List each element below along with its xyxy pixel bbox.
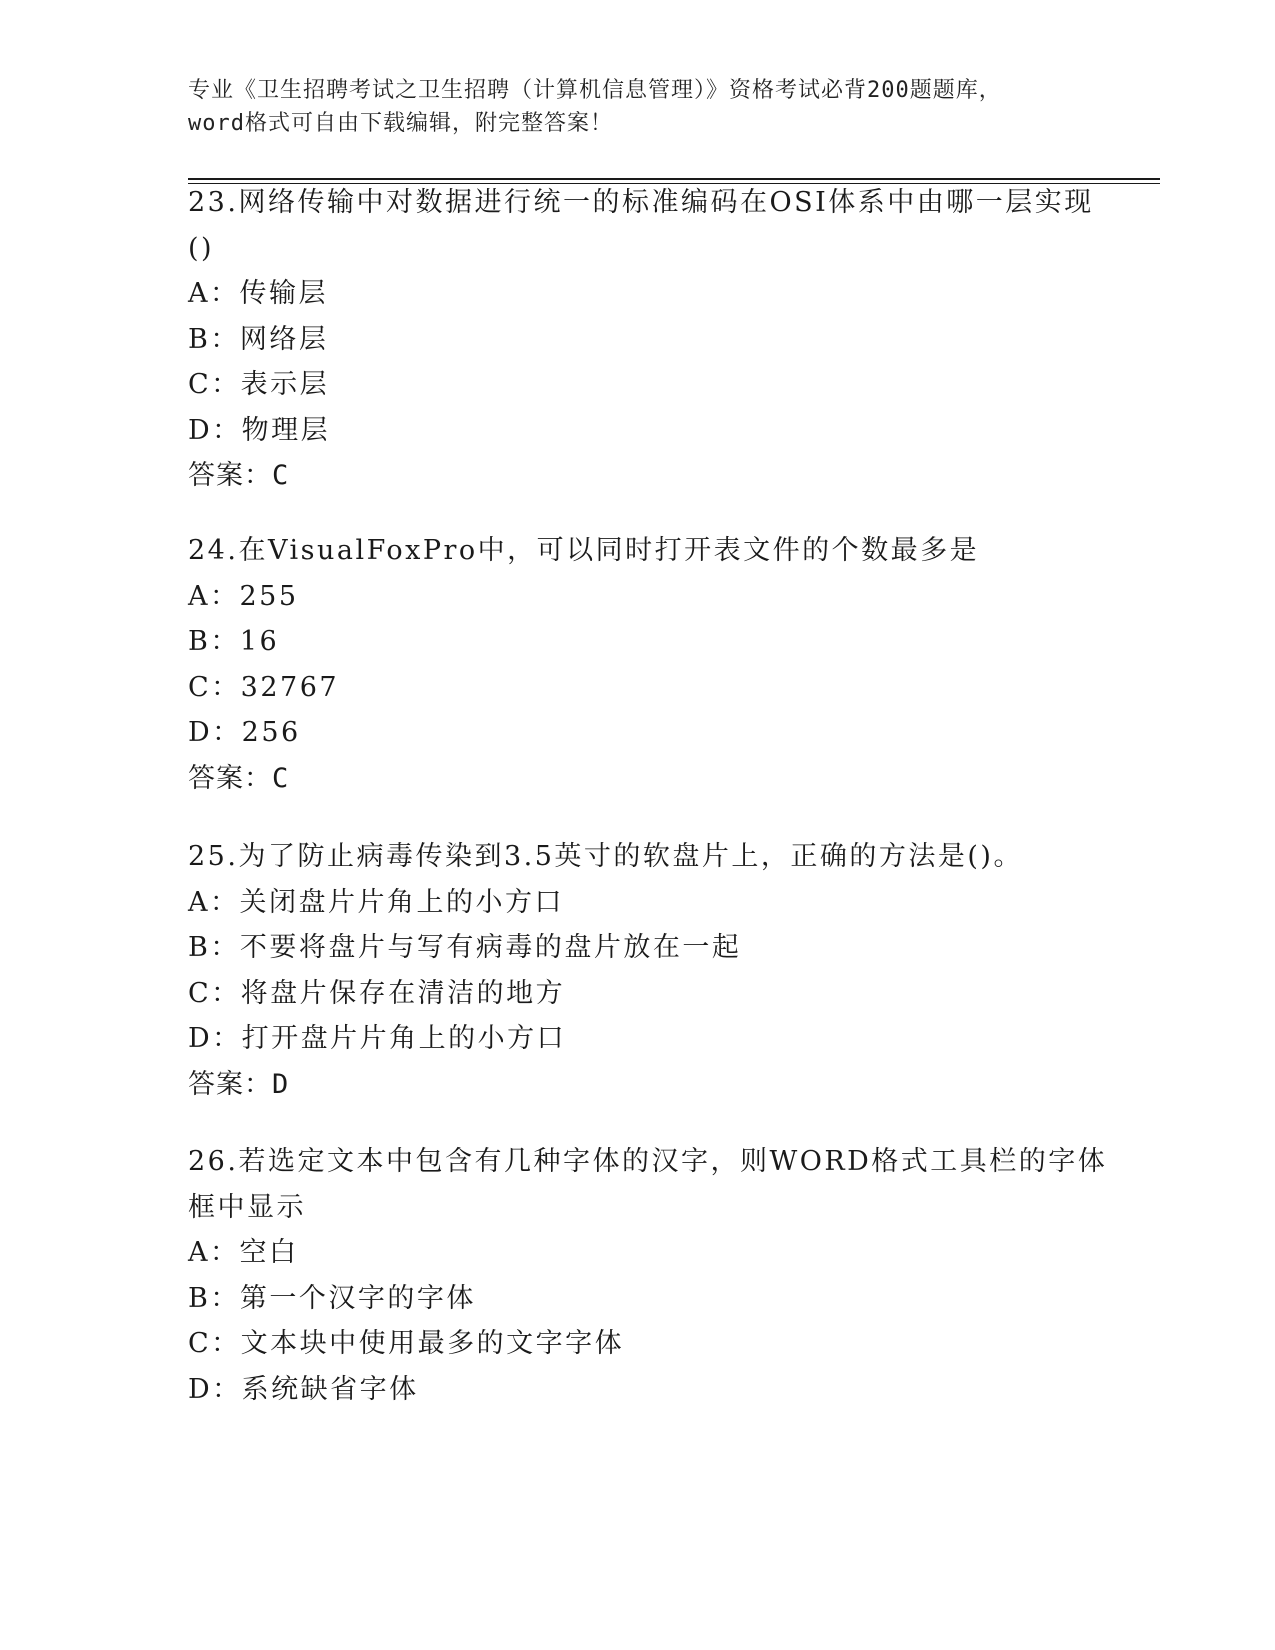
- option-text: 32767: [240, 671, 340, 703]
- answer-line: [188, 453, 1108, 499]
- option-a: [188, 574, 1108, 620]
- answer-value: D: [272, 1068, 290, 1100]
- option-key: C：: [188, 977, 241, 1009]
- answer-line: [188, 756, 1108, 802]
- option-key: C：: [188, 369, 241, 400]
- option-key: A：: [188, 886, 240, 918]
- question-stem-line: 框中显示: [188, 1191, 306, 1223]
- option-text: 空白: [239, 1237, 299, 1268]
- option-key: D：: [188, 717, 242, 748]
- question-23: [188, 180, 1108, 499]
- option-key: D：: [188, 1373, 242, 1405]
- answer-line: [188, 1062, 1108, 1108]
- option-b: [188, 925, 1108, 971]
- option-b: [188, 317, 1108, 363]
- option-text: 传输层: [239, 278, 328, 309]
- option-a: [188, 271, 1108, 317]
- answer-label: 答案：: [188, 460, 272, 491]
- question-stem-line: 23.网络传输中对数据进行统一的标准编码在OSI体系中由哪一层实现: [188, 187, 1094, 218]
- option-text: 256: [241, 717, 301, 748]
- document-header: [188, 74, 1088, 140]
- option-d: [188, 1367, 1108, 1413]
- option-key: B：: [188, 932, 240, 963]
- option-c: [188, 362, 1108, 408]
- question-stem-line: 24.在VisualFoxPro中，可以同时打开表文件的个数最多是: [188, 535, 980, 566]
- option-text: 255: [239, 580, 299, 612]
- option-text: 不要将盘片与写有病毒的盘片放在一起: [239, 932, 742, 963]
- option-c: [188, 1321, 1108, 1367]
- answer-value: C: [272, 460, 290, 491]
- question-24: [188, 528, 1108, 801]
- question-stem-line: (): [188, 232, 215, 264]
- option-key: D：: [188, 414, 242, 446]
- option-text: 关闭盘片片角上的小方口: [239, 886, 564, 918]
- option-d: [188, 710, 1108, 756]
- option-text: 16: [239, 626, 280, 657]
- option-d: [188, 408, 1108, 454]
- header-line-2: word格式可自由下载编辑，附完整答案！: [188, 111, 613, 136]
- option-c: [188, 665, 1108, 711]
- option-b: [188, 1276, 1108, 1322]
- option-d: [188, 1016, 1108, 1062]
- question-stem-line: 26.若选定文本中包含有几种字体的汉字，则WORD格式工具栏的字体: [188, 1146, 1108, 1177]
- option-a: [188, 1230, 1108, 1276]
- option-text: 将盘片保存在清洁的地方: [240, 977, 566, 1009]
- header-line-1: 专业《卫生招聘考试之卫生招聘（计算机信息管理）》资格考试必背200题题库，: [188, 78, 1002, 103]
- option-key: B：: [188, 323, 240, 355]
- option-key: A：: [188, 1237, 240, 1268]
- answer-value: C: [272, 762, 290, 794]
- option-text: 网络层: [239, 323, 329, 355]
- option-text: 表示层: [240, 369, 330, 400]
- question-26: [188, 1139, 1108, 1412]
- answer-label: 答案：: [188, 1068, 272, 1100]
- option-key: C：: [188, 671, 241, 703]
- option-key: A：: [188, 278, 240, 309]
- option-c: [188, 971, 1108, 1017]
- option-text: 打开盘片片角上的小方口: [241, 1023, 567, 1054]
- option-b: [188, 619, 1108, 665]
- option-key: D：: [188, 1023, 242, 1054]
- option-key: A：: [188, 580, 240, 612]
- option-text: 物理层: [241, 414, 331, 446]
- option-key: C：: [188, 1328, 241, 1359]
- option-text: 文本块中使用最多的文字字体: [240, 1328, 625, 1359]
- option-key: B：: [188, 1282, 240, 1314]
- answer-label: 答案：: [188, 762, 272, 794]
- question-stem-line: 25.为了防止病毒传染到3.5英寸的软盘片上，正确的方法是()。: [188, 841, 1023, 872]
- option-key: B：: [188, 626, 240, 657]
- option-text: 第一个汉字的字体: [239, 1282, 476, 1314]
- question-25: [188, 834, 1108, 1107]
- option-text: 系统缺省字体: [241, 1373, 419, 1405]
- option-a: [188, 880, 1108, 926]
